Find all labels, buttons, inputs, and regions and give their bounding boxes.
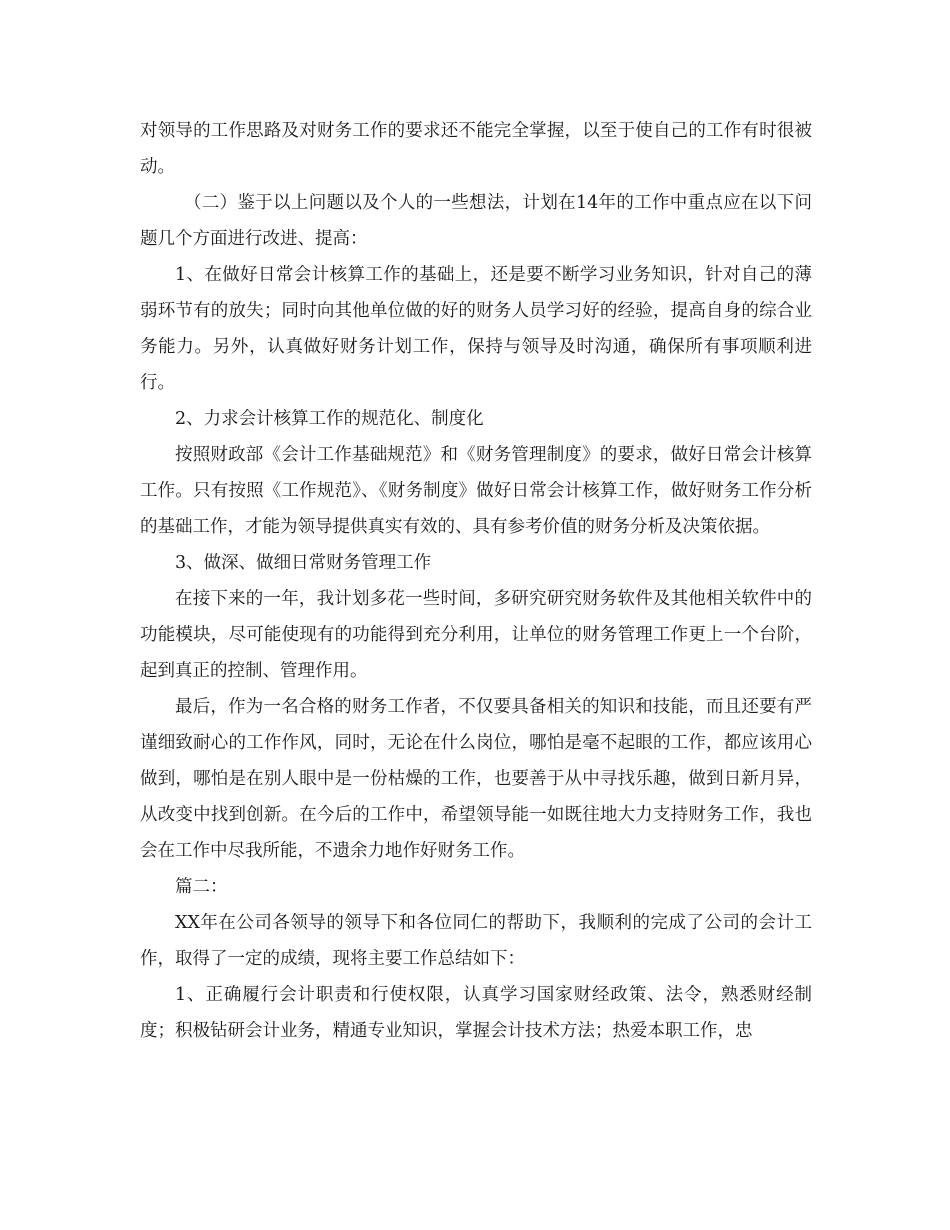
paragraph-part-two-heading: 篇二： [175,877,228,897]
paragraph-section-two-intro: （二）鉴于以上问题以及个人的一些想法，计划在14年的工作中重点应在以下问题几个方面进行改进、提高： [140,193,812,249]
paragraph-conclusion: 最后，作为一名合格的财务工作者，不仅要具备相关的知识和技能，而且还要有严谨细致耐心的工作作风，同时，无论在什么岗位，哪怕是毫不起眼的工作，都应该用心做到，哪怕是在别人眼中是一份枯燥的工作，也要善于从中寻找乐趣，做到日新月异，从改变中找到创新。在今后的工作中，希望领导能一如既往地大力支持财务工作，我也会在工作中尽我所能，不遗余力地作好财务工作。 [140,697,812,861]
paragraph-continuation: 对领导的工作思路及对财务工作的要求还不能完全掌握，以至于使自己的工作有时很被动。 [140,121,812,177]
paragraph-part-two-item-1: 1、正确履行会计职责和行使权限，认真学习国家财经政策、法令，熟悉财经制度；积极钻研会计业务，精通专业知识，掌握会计技术方法；热爱本职工作，忠 [140,985,812,1041]
paragraph-part-two-intro: XX年在公司各领导的领导下和各位同仁的帮助下，我顺利的完成了公司的会计工作，取得了一定的成绩，现将主要工作总结如下： [140,913,812,969]
paragraph-item-3-body: 在接下来的一年，我计划多花一些时间，多研究研究财务软件及其他相关软件中的功能模块，尽可能使现有的功能得到充分利用，让单位的财务管理工作更上一个台阶，起到真正的控制、管理作用。 [140,589,812,681]
paragraph-item-3-heading: 3、做深、做细日常财务管理工作 [175,553,432,573]
paragraph-item-2-body: 按照财政部《会计工作基础规范》和《财务管理制度》的要求，做好日常会计核算工作。只有按照《工作规范》、《财务制度》做好日常会计核算工作，做好财务工作分析的基础工作，才能为领导提供真实有效的、具有参考价值的财务分析及决策依据。 [140,445,812,537]
paragraph-item-1: 1、在做好日常会计核算工作的基础上，还是要不断学习业务知识，针对自己的薄弱环节有的放失；同时向其他单位做的好的财务人员学习好的经验，提高自身的综合业务能力。另外，认真做好财务计划工作，保持与领导及时沟通，确保所有事项顺利进行。 [140,265,812,393]
paragraph-item-2-heading: 2、力求会计核算工作的规范化、制度化 [175,409,484,429]
document-body [140,113,812,1049]
